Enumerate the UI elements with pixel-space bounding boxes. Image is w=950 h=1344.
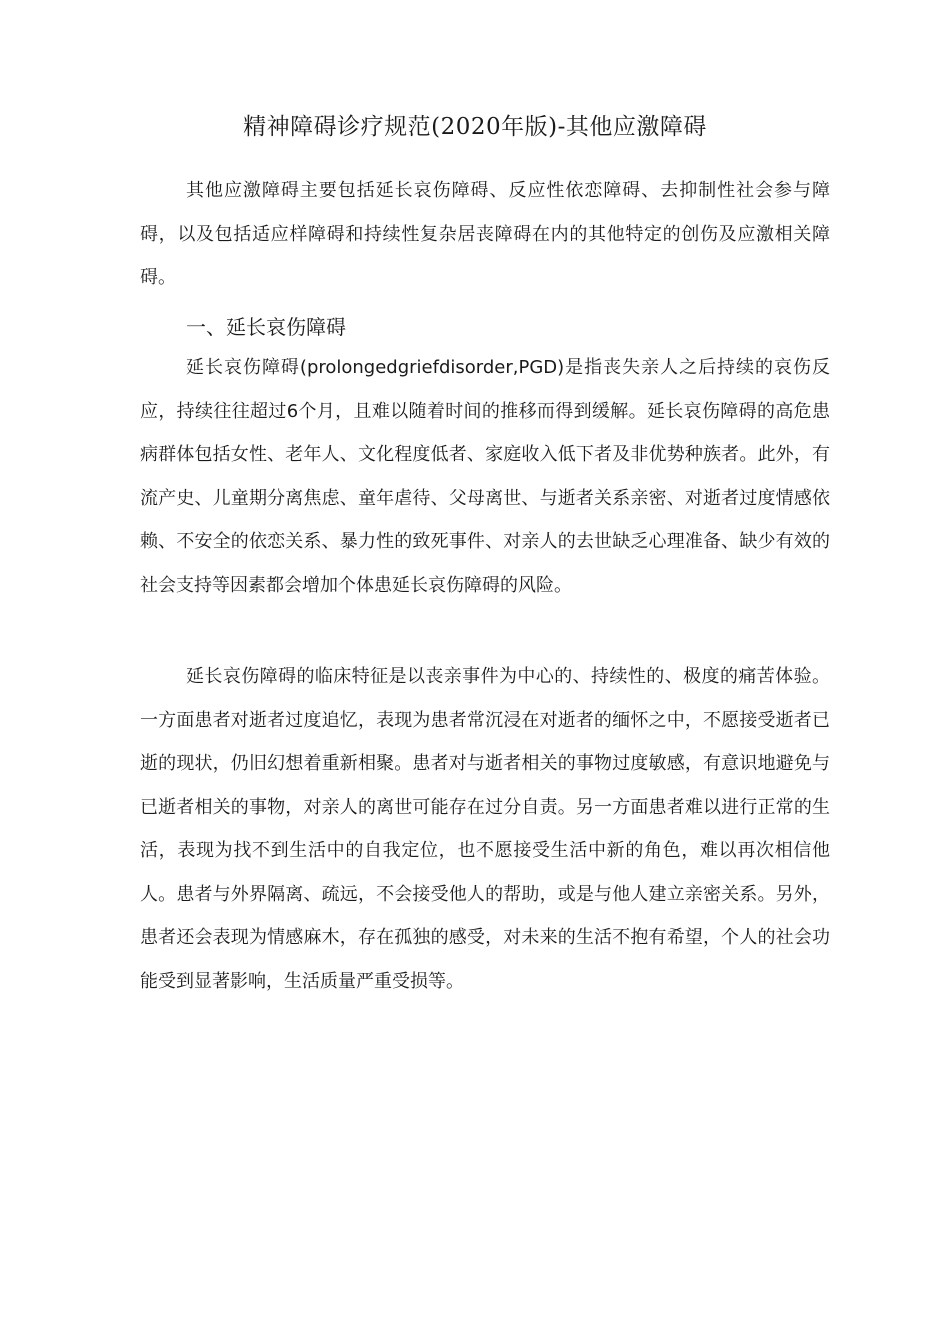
paragraph-text: 延长哀伤障碍(prolongedgriefdisorder,PGD)是指丧失亲人之后持续的哀伤反应，持续往往超过6个月，且难以随着时间的推移而得到缓解。延长哀伤障碍的高危患病群体包括女性、老年人、文化程度低者、家庭收入低下者及非优势种族者。此外，有流产史、儿童期分离焦虑、童年虐待、父母离世、与逝者关系亲密、对逝者过度情感依赖、不安全的依恋关系、暴力性的致死事件、对亲人的去世缺乏心理准备、缺少有效的社会支持等因素都会增加个体患延长哀伤障碍的风险。 (140, 357, 830, 596)
intro-text: 其他应激障碍主要包括延长哀伤障碍、反应性依恋障碍、去抑制性社会参与障碍，以及包括适应样障碍和持续性复杂居丧障碍在内的其他特定的创伤及应激相关障碍。 (140, 180, 830, 288)
document-title: 精神障碍诊疗规范(2020年版)-其他应激障碍 (243, 114, 707, 140)
paragraph-text: 延长哀伤障碍的临床特征是以丧亲事件为中心的、持续性的、极度的痛苦体验。一方面患者对逝者过度追忆，表现为患者常沉浸在对逝者的缅怀之中，不愿接受逝者已逝的现状，仍旧幻想着重新相聚。患者对与逝者相关的事物过度敏感，有意识地避免与已逝者相关的事物，对亲人的离世可能存在过分自责。另一方面患者难以进行正常的生活，表现为找不到生活中的自我定位，也不愿接受生活中新的角色，难以再次相信他人。患者与外界隔离、疏远，不会接受他人的帮助，或是与他人建立亲密关系。另外，患者还会表现为情感麻木，存在孤独的感受，对未来的生活不抱有希望，个人的社会功能受到显著影响，生活质量严重受损等。 (140, 666, 830, 992)
section-heading: 一、延长哀伤障碍 (186, 315, 346, 339)
section-paragraph-2 (140, 655, 830, 1003)
section-paragraph-1 (140, 346, 830, 607)
intro-paragraph (140, 169, 830, 300)
